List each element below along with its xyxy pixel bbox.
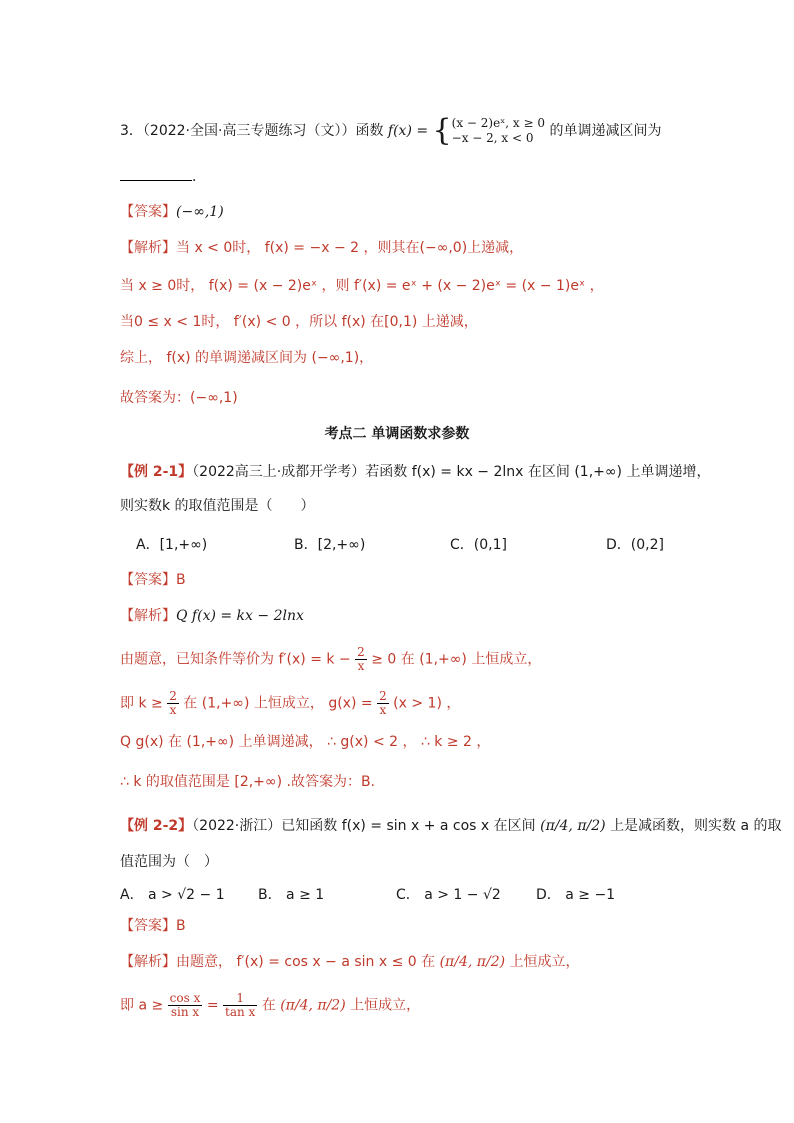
q3-line	[120, 113, 662, 148]
ex22-label: 【例 2-2】	[120, 818, 193, 834]
section-title: 考点二 单调函数求参数	[324, 426, 470, 442]
q3-blank-line	[120, 166, 206, 187]
solution-text: 上恒成立，	[350, 997, 421, 1014]
answer-label: 【答案】	[120, 204, 176, 220]
ex22-line2: 值范围为（ ）	[120, 854, 218, 870]
fraction-num: 2	[357, 645, 365, 659]
answer-label: 【答案】	[120, 572, 176, 588]
ex22-option-b[interactable]: B． a ≥ 1	[258, 887, 325, 903]
solution-text: 即 k ≥	[120, 695, 163, 712]
ex21-sol-line5: ∴ k 的取值范围是 [2,+∞) .故答案为：B.	[120, 774, 375, 790]
q3-blank-end: ．	[192, 169, 206, 185]
fraction-num: cos x	[169, 991, 201, 1005]
ex22-option-d[interactable]: D． a ≥ −1	[536, 887, 616, 903]
q3-number: 3．	[120, 123, 143, 139]
answer-value: B	[176, 918, 186, 934]
ex21-label: 【例 2-1】	[120, 464, 193, 480]
fraction	[223, 992, 257, 1019]
q3-piece2: −x − 2, x < 0	[451, 131, 534, 145]
ex21-option-a[interactable]: A．[1,+∞)	[136, 537, 208, 553]
fraction-den: x	[169, 703, 177, 717]
ex22-sol-line2	[120, 992, 420, 1019]
ex22-sol-line1	[120, 952, 580, 972]
ex21-option-c[interactable]: C．(0,1]	[450, 537, 507, 553]
solution-text: 在	[261, 997, 276, 1014]
ex22-text: （2022·浙江）已知函数 f(x) = sin x + a cos x 在区间	[192, 818, 536, 834]
ex22-answer	[120, 916, 186, 936]
q3-text-pre: 函数	[355, 123, 384, 139]
q3-solution-line4: 综上， f(x) 的单调递减区间为 (−∞,1)，	[120, 350, 374, 366]
solution-text: 当 x < 0时， f(x) = −x − 2 ，则其在(−∞,0)上递减，	[176, 240, 524, 256]
q3-solution-line2: 当 x ≥ 0时， f(x) = (x − 2)eˣ ，则 f′(x) = eˣ + (x − 2)eˣ = (x − 1)eˣ ，	[120, 278, 604, 294]
fraction	[167, 690, 179, 717]
solution-text: =	[206, 997, 219, 1014]
q3-piece1: (x − 2)eˣ, x ≥ 0	[451, 116, 545, 130]
ex21-text: （2022高三上·成都开学考）若函数 f(x) = kx − 2lnx 在区间 (1,+∞) 上单调递增，	[192, 464, 711, 480]
solution-text: Q f(x) = kx − 2lnx	[176, 608, 304, 624]
answer-value: (−∞,1)	[176, 204, 224, 220]
fraction-num: 2	[169, 689, 177, 703]
answer-value: B	[176, 572, 186, 588]
ex22-option-c[interactable]: C． a > 1 − √2	[396, 887, 501, 903]
fraction-num: 1	[223, 992, 257, 1006]
ex21-option-d[interactable]: D．(0,2]	[606, 537, 664, 553]
ex22-line1	[120, 816, 782, 836]
q3-source: （2022·全国·高三专题练习（文））	[142, 123, 356, 139]
interval: (π/4, π/2)	[540, 818, 606, 834]
fraction-den: x	[379, 703, 387, 717]
interval: (π/4, π/2)	[280, 997, 346, 1014]
ex21-line2: 则实数k 的取值范围是（ ）	[120, 498, 315, 514]
fraction	[377, 690, 389, 717]
fraction	[168, 992, 203, 1019]
fraction-den: x	[357, 659, 365, 673]
q3-solution-line5: 故答案为：(−∞,1)	[120, 390, 238, 406]
ex21-option-b[interactable]: B．[2,+∞)	[294, 537, 366, 553]
solution-text: 在 (1,+∞) 上恒成立， g(x) =	[183, 695, 373, 712]
q3-fx: f(x) =	[387, 123, 429, 139]
q3-text-post: 的单调递减区间为	[549, 123, 662, 139]
interval: (π/4, π/2)	[439, 954, 506, 970]
solution-label: 【解析】	[120, 954, 176, 970]
ex21-line1	[120, 462, 710, 482]
solution-label: 【解析】	[120, 608, 176, 624]
solution-text: (x > 1) ，	[393, 695, 461, 712]
solution-text: 由题意， f′(x) = cos x − a sin x ≤ 0 在	[176, 954, 436, 970]
ex22-text: 上是减函数，则实数 a 的取	[610, 818, 782, 834]
solution-text: 由题意，已知条件等价为 f′(x) = k −	[120, 651, 351, 668]
ex21-answer	[120, 570, 186, 590]
fraction-den: tan x	[225, 1005, 256, 1019]
q3-solution-line1	[120, 238, 523, 258]
solution-label: 【解析】	[120, 240, 176, 256]
ex21-sol-line2	[120, 646, 541, 673]
fraction-num: 2	[379, 689, 387, 703]
solution-text: ≥ 0 在 (1,+∞) 上恒成立，	[371, 651, 542, 668]
ex22-option-a[interactable]: A． a > √2 − 1	[120, 887, 225, 903]
ex21-sol-line1	[120, 606, 304, 626]
ex21-sol-line4: Q g(x) 在 (1,+∞) 上单调递减， ∴ g(x) < 2 ， ∴ k ≥ 2 ，	[120, 734, 491, 750]
ex21-sol-line3	[120, 690, 460, 717]
q3-solution-line3: 当0 ≤ x < 1时， f′(x) < 0 ，所以 f(x) 在[0,1) 上递减，	[120, 314, 478, 330]
fraction-den: sin x	[170, 1005, 200, 1019]
piecewise-brace-icon: {	[432, 113, 452, 148]
q3-answer	[120, 202, 224, 222]
answer-blank	[120, 166, 192, 181]
answer-label: 【答案】	[120, 918, 176, 934]
solution-text: 上恒成立，	[509, 954, 580, 970]
q3-piecewise	[452, 116, 545, 146]
fraction	[355, 646, 367, 673]
solution-text: 即 a ≥	[120, 997, 164, 1014]
